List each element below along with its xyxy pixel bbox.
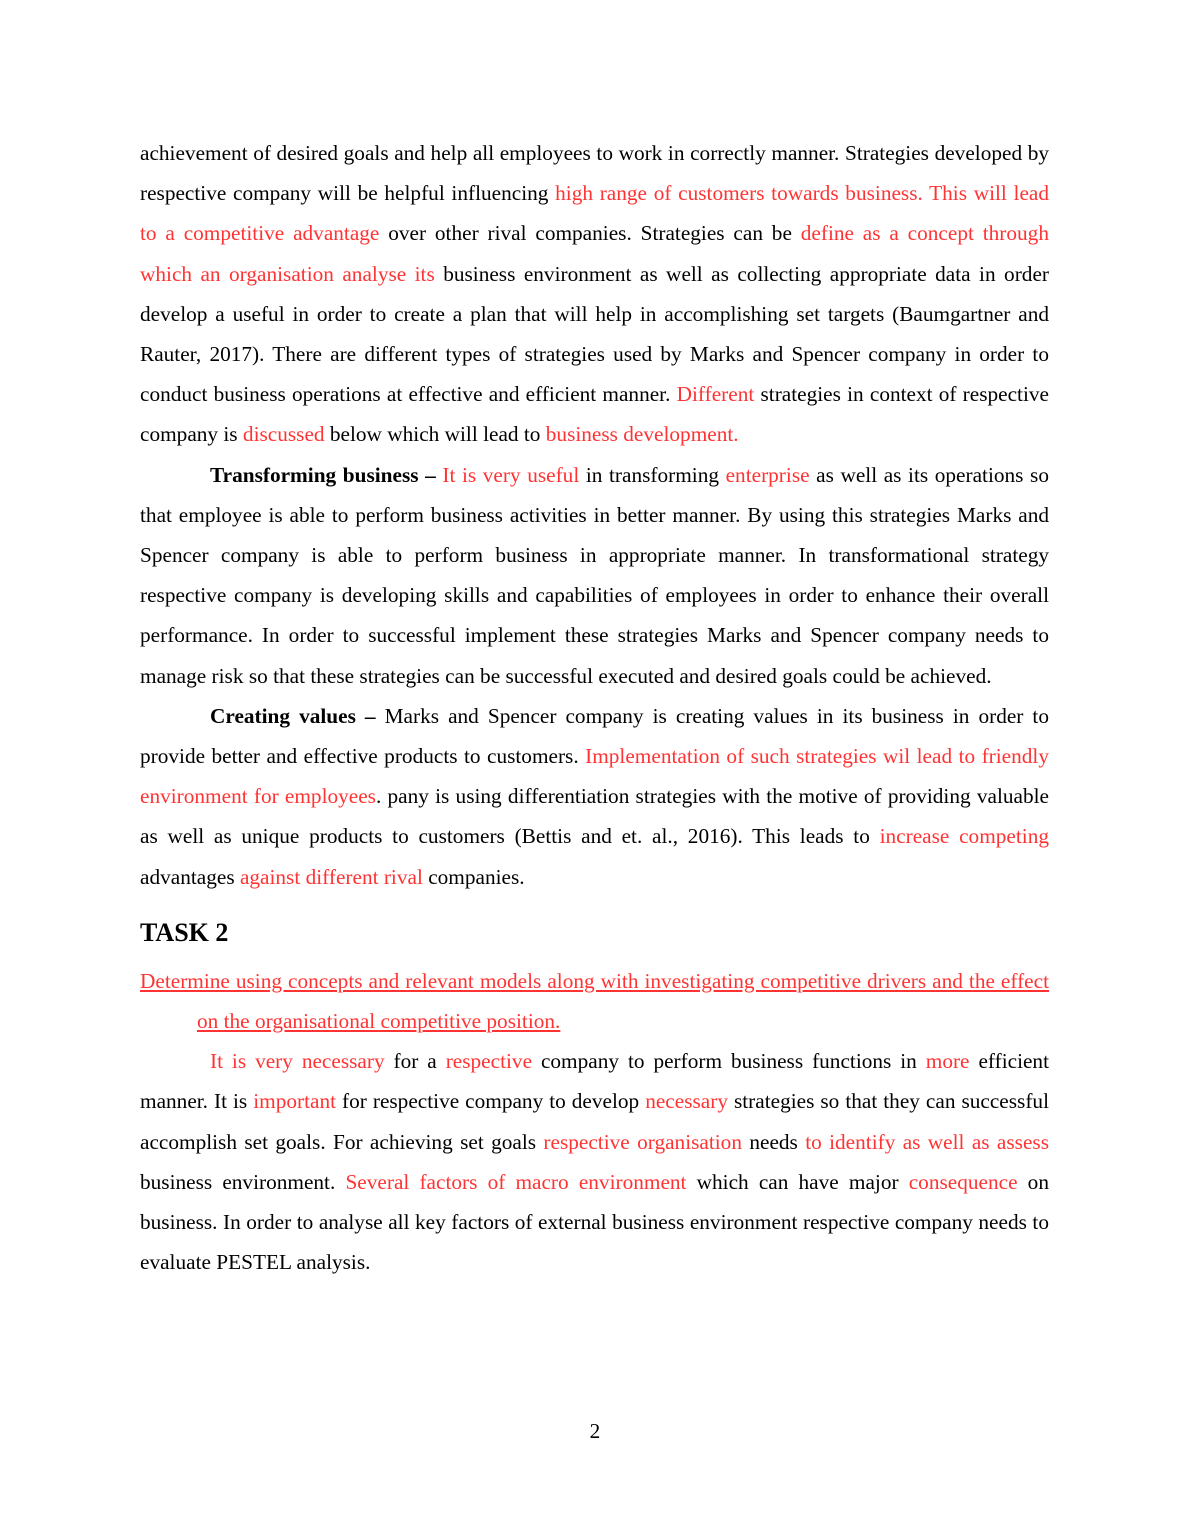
paragraph-business-environment [140,1041,1049,1282]
text-run: for a [384,1049,446,1074]
bold-term: Transforming business – [210,462,436,487]
highlighted-text: Implementation of such strategies wil lead to friendly environment for employees [140,744,1049,809]
highlighted-text: Different [676,382,755,407]
highlighted-text: Several factors of macro environment [345,1169,687,1194]
text-run: for respective company to develop [336,1089,646,1114]
document-body [140,133,1049,1282]
paragraph-strategies-intro [140,133,1049,455]
text-run: efficient manner. It is [140,1049,1049,1114]
text-run: business environment. [140,1169,346,1194]
highlighted-text: enterprise [725,462,810,487]
text-run: strategies in context of respective company is [140,382,1049,447]
highlighted-text: increase competing [879,824,1050,849]
highlighted-text: business development. [545,422,739,447]
highlighted-text: necessary [645,1089,728,1114]
task-subheading: Determine using concepts and relevant models along with investigating competitive drivers and the effect on the organisational competitive position. [140,968,1049,1034]
highlighted-text: consequence [908,1169,1018,1194]
text-run: achievement of desired goals and help all employees to work in correctly manner. Strategies developed by respective company will be helpful influencing [140,141,1049,206]
text-run: Marks and Spencer company is creating values in its business in order to provide better and effective products to customers. [140,703,1049,769]
text-run: below which will lead to [324,422,546,447]
text-run: which can have major [686,1169,909,1194]
highlighted-text: respective organisation [543,1129,742,1154]
highlighted-text: It is very useful [442,462,580,487]
bold-term: Creating values – [210,703,376,728]
text-run: strategies so that they can successful accomplish set goals. For achieving set goals [140,1089,1049,1154]
text-run: company to perform business functions in [532,1049,926,1074]
task-heading: TASK 2 [140,917,229,947]
highlighted-text: respective [445,1049,533,1074]
page-number: 2 [589,1419,601,1443]
text-run: needs [741,1129,806,1154]
text-run: over other rival companies. Strategies can be [379,221,801,246]
highlighted-text: define as a concept through which an organisation analyse its [140,221,1049,286]
highlighted-text: to identify as well as assess [805,1129,1049,1154]
text-run: companies. [422,864,525,889]
highlighted-text: It is very necessary [210,1049,385,1074]
highlighted-text: discussed [242,422,325,447]
text-run: as well as its operations so that employee is able to perform business activities in better manner. By using this strategies Marks and Spencer company is able to perform business in appropriate manner. In transformational strategy respective company is developing skills and capabilities of employees in order to enhance their overall performance. In order to successful implement these strategies Marks and Spencer company needs to manage risk so that these strategies can be successful executed and desired goals could be achieved. [140,462,1049,688]
text-run: on business. In order to analyse all key factors of external business environment respective company needs to evaluate PESTEL analysis. [140,1169,1049,1275]
paragraph-creating-values [140,696,1049,897]
highlighted-text: high range of customers towards business. This will lead to a competitive advantage [140,181,1049,246]
highlighted-text: important [253,1089,337,1114]
text-run: advantages [140,864,240,889]
highlighted-text: against different rival [239,864,423,889]
text-run: in transforming [579,462,726,487]
highlighted-text: more [925,1049,970,1074]
text-run: . pany is using differentiation strategies with the motive of providing valuable as well as unique products to customers (Bettis and et. al., 2016). This leads to [140,784,1049,849]
paragraph-transforming-business [140,455,1049,696]
text-run: business environment as well as collecting appropriate data in order develop a useful in order to create a plan that will help in accomplishing set targets (Baumgartner and Rauter, 2017). There are different types of strategies used by Marks and Spencer company in order to conduct business operations at effective and efficient manner. [140,261,1049,407]
